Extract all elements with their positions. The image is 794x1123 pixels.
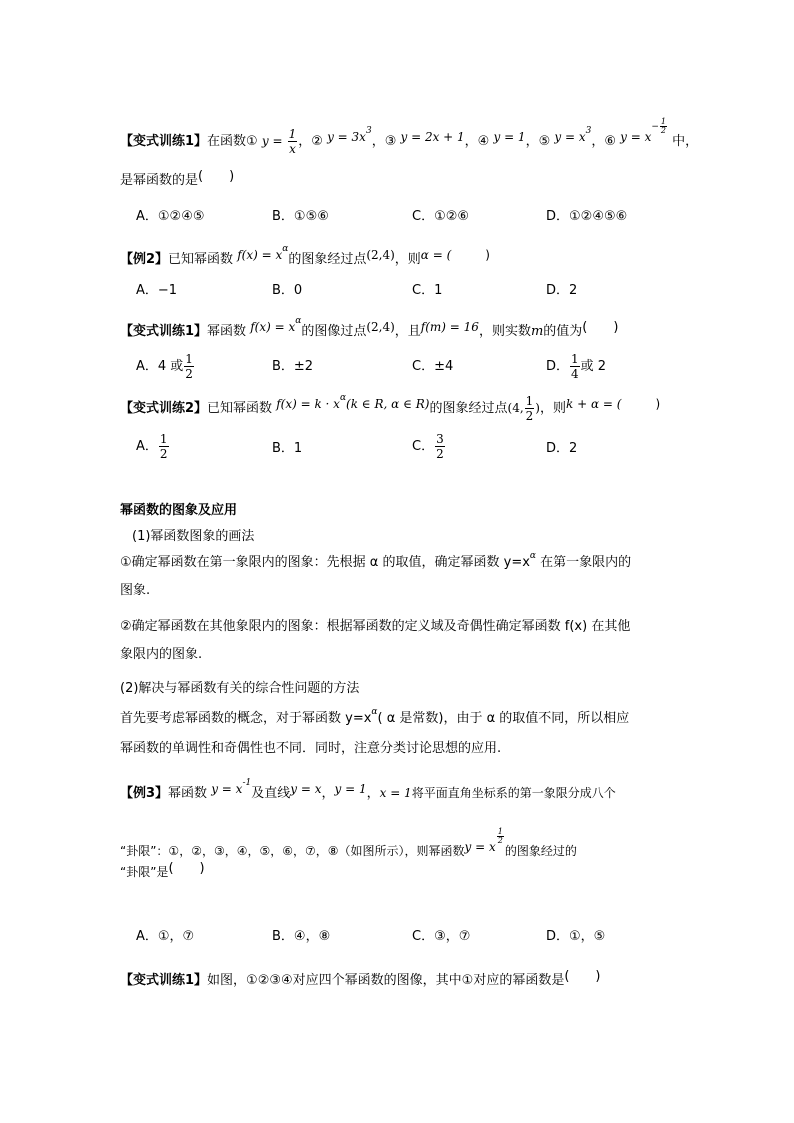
subsection-1: (1)幂函数图象的画法 (132, 529, 255, 544)
question-1-stem-cont: 是幂函数的是( ) (120, 169, 235, 188)
question-4-stem: 【变式训练2】已知幂函数 $f(x) = k \cdot x^\alpha(k$ ∈ R, α ∈ R)的图象经过点(4, $\frac{1}{2}$ )，则k + α = ( ) (120, 393, 661, 423)
paragraph-1a: ①确定幂函数在第一象限内的图象：先根据 α 的取值，确定幂函数 $y=x^\alpha$ 在第一象限内的 (120, 551, 632, 570)
option-d: D．①②④⑤⑥ (546, 209, 628, 224)
option-d: D． $\frac{1}{4}$ 或 2 (546, 352, 607, 381)
paragraph-3a: 首先要考虑幂函数的概念，对于幂函数 $y=x^\alpha$( α 是常数)，由于 α 的取值不同，所以相应 (120, 707, 630, 726)
option-c: C．1 (412, 283, 443, 298)
question-5-stem-cont: “卦限”：①，②，③，④，⑤，⑥，⑦，⑧（如图所示），则幂函数y = x $^{\frac{1}{2}}$ 的图象经过的 (120, 827, 577, 858)
option-b: B．1 (272, 441, 303, 456)
subsection-2: (2)解决与幂函数有关的综合性问题的方法 (120, 681, 360, 696)
option-c: C． $\frac{3}{2}$ (412, 432, 444, 461)
option-d: D．2 (546, 441, 578, 456)
paragraph-3b: 幂函数的单调性和奇偶性也不同．同时，注意分类讨论思想的应用. (120, 741, 502, 756)
option-a: A． $\frac{1}{2}$ (136, 432, 168, 461)
option-a: A．①，⑦ (136, 929, 195, 944)
option-b: B．④，⑧ (272, 929, 331, 944)
option-d: D．2 (546, 283, 578, 298)
option-b: B．0 (272, 283, 303, 298)
question-3-stem: 【变式训练1】幂函数 $f(x) = x^\alpha$的图像过点(2,4)，且f(m) = 16，则实数m的值为( ) (120, 316, 619, 339)
paragraph-2a: ②确定幂函数在其他象限内的图象：根据幂函数的定义域及奇偶性确定幂函数 f(x) 在其他 (120, 619, 631, 634)
paragraph-1b: 图象. (120, 583, 151, 598)
question-5-stem: 【例3】幂函数 $y = x^{-1}$及直线y = x，y = 1，x = 1将平面直角坐标系的第一象限分成八个 (120, 778, 616, 801)
option-b: B．①⑤⑥ (272, 209, 329, 224)
question-5-stem-end: “卦限”是( ) (120, 861, 205, 879)
question-6-stem: 【变式训练1】如图，①②③④对应四个幂函数的图像，其中①对应的幂函数是( ) (120, 969, 601, 988)
option-c: C．③，⑦ (412, 929, 471, 944)
section-title: 幂函数的图象及应用 (120, 503, 238, 518)
option-a: A．−1 (136, 283, 178, 298)
paragraph-2b: 象限内的图象. (120, 647, 203, 662)
option-a: A．①②④⑤ (136, 209, 205, 224)
question-1-stem: 【变式训练1】在函数① y = $\frac{1}{x}$ ，② $y = 3x^3$，③ y = 2x + 1，④ y = 1，⑤ $y = x^3$，⑥ $y = x^{- \frac{1}{2}}$ 中， (120, 117, 699, 156)
question-2-stem: 【例2】已知幂函数 $f(x) = x^\alpha$的图象经过点(2,4)，则α = ( ) (120, 244, 490, 267)
option-a: A．4 或 $\frac{1}{2}$ (136, 352, 193, 381)
question-tag: 【变式训练1】 (120, 134, 208, 149)
option-d: D．①，⑤ (546, 929, 606, 944)
option-b: B．±2 (272, 359, 314, 374)
option-c: C．±4 (412, 359, 454, 374)
fraction: $\frac{1}{x}$ (288, 127, 297, 156)
option-c: C．①②⑥ (412, 209, 470, 224)
